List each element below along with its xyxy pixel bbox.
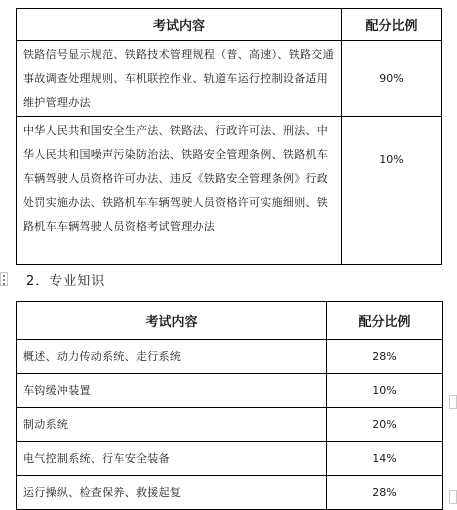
section-heading: 2．专业知识 (26, 274, 106, 289)
ratio-cell: 90% (342, 41, 442, 117)
content-column-header: 考试内容 (17, 302, 327, 340)
professional-knowledge-table (16, 301, 443, 510)
left-margin-marker (0, 272, 8, 286)
ratio-cell: 28% (327, 340, 443, 374)
table-row (17, 442, 443, 476)
right-margin-marker (449, 395, 457, 409)
ratio-cell: 10% (327, 374, 443, 408)
exam-content-cell: 制动系统 (17, 408, 327, 442)
ratio-column-header: 配分比例 (327, 302, 443, 340)
exam-content-cell: 车钩缓冲装置 (17, 374, 327, 408)
table-row (17, 41, 442, 117)
ratio-cell: 10% (342, 117, 442, 265)
exam-content-cell: 运行操纵、检查保养、救援起复 (17, 476, 327, 510)
ratio-column-header: 配分比例 (342, 9, 442, 41)
content-column-header: 考试内容 (17, 9, 342, 41)
right-margin-marker (449, 490, 457, 504)
ratio-cell: 28% (327, 476, 443, 510)
table-row (17, 374, 443, 408)
exam-content-cell: 概述、动力传动系统、走行系统 (17, 340, 327, 374)
table-header-row (17, 302, 443, 340)
exam-content-cell: 中华人民共和国安全生产法、铁路法、行政许可法、刑法、中华人民共和国噪声污染防治法、铁路安全管理条例、铁路机车车辆驾驶人员资格许可办法、违反《铁路安全管理条例》行政处罚实施办法、铁路机车车辆驾驶人员资格许可实施细则、铁路机车车辆驾驶人员资格考试管理办法 (17, 117, 342, 265)
ratio-cell: 14% (327, 442, 443, 476)
table-row (17, 340, 443, 374)
table-row (17, 117, 442, 265)
table-row (17, 476, 443, 510)
theory-exam-table (16, 8, 442, 265)
exam-content-cell: 铁路信号显示规范、铁路技术管理规程（普、高速）、铁路交通事故调查处理规则、车机联控作业、轨道车运行控制设备适用维护管理办法 (17, 41, 342, 117)
ratio-cell: 20% (327, 408, 443, 442)
exam-content-cell: 电气控制系统、行车安全装备 (17, 442, 327, 476)
table-header-row (17, 9, 442, 41)
table-row (17, 408, 443, 442)
